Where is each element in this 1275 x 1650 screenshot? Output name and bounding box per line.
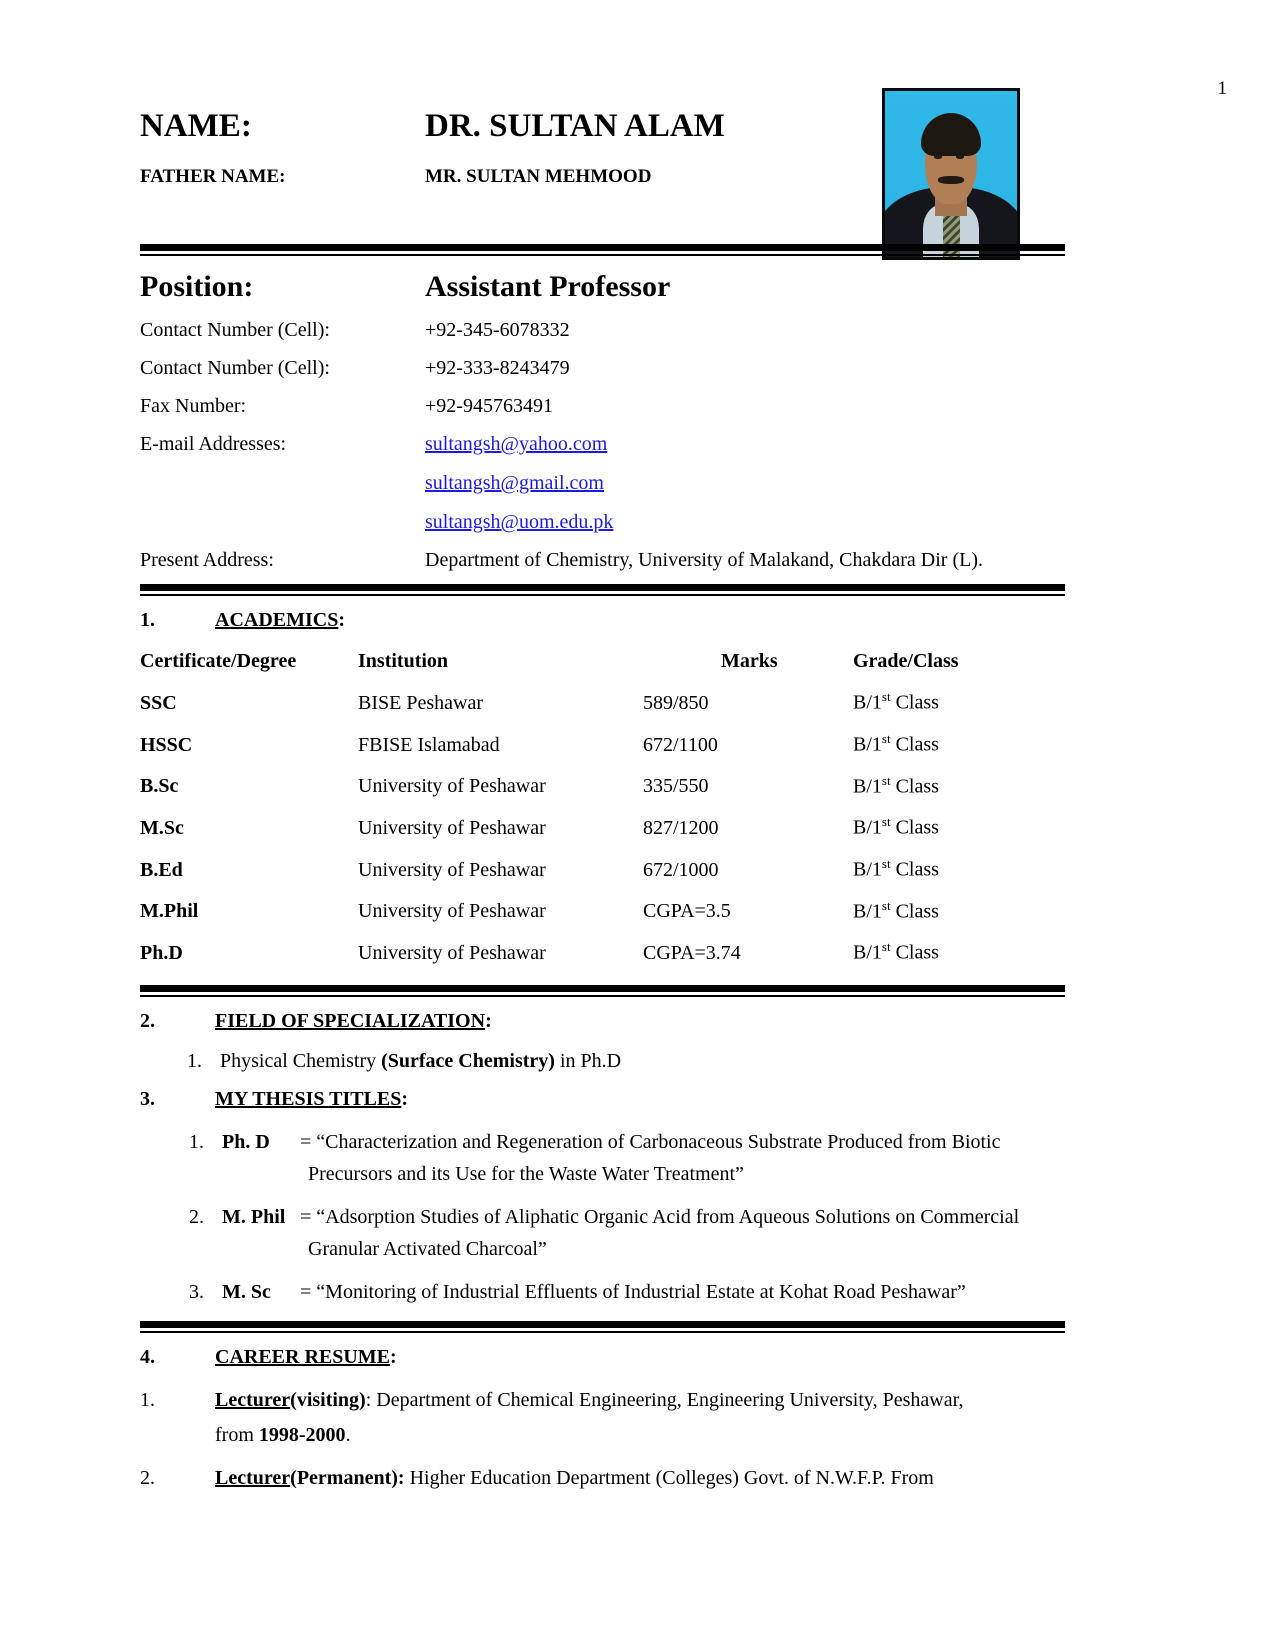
- thesis-degree: Ph. D: [222, 1131, 270, 1154]
- contact-value: +92-345-6078332: [425, 319, 570, 342]
- cell-marks: 589/850: [643, 691, 709, 714]
- grade-ordinal: st: [881, 814, 891, 830]
- thesis-continuation: Granular Activated Charcoal”: [308, 1238, 547, 1261]
- career-text: : Department of Chemical Engineering, Engineering University, Peshawar,: [365, 1389, 964, 1412]
- table-row: [140, 723, 1065, 765]
- cell-degree: HSSC: [140, 733, 193, 756]
- grade-ordinal: st: [881, 939, 891, 955]
- grade-suffix: Class: [890, 900, 939, 923]
- cell-grade: [853, 681, 1065, 723]
- contact-value: +92-333-8243479: [425, 357, 570, 380]
- career-role-paren: (Permanent):: [290, 1467, 405, 1490]
- section-colon: :: [401, 1088, 409, 1111]
- career-number: 2.: [140, 1467, 155, 1490]
- career-cont-pre: from: [215, 1424, 259, 1447]
- address-label: Present Address:: [140, 549, 274, 572]
- cell-marks: 335/550: [643, 775, 709, 798]
- section-heading-career: [140, 1346, 1065, 1369]
- position-value: Assistant Professor: [425, 270, 671, 304]
- section-number: 3.: [140, 1088, 155, 1111]
- cell-grade: [853, 806, 1065, 848]
- cell-institution: FBISE Islamabad: [358, 733, 500, 756]
- cell-institution: University of Peshawar: [358, 900, 546, 923]
- cell-institution: University of Peshawar: [358, 858, 546, 881]
- divider-1: [140, 244, 1065, 256]
- cell-grade: [853, 765, 1065, 807]
- grade-ordinal: st: [881, 689, 891, 705]
- career-years: 1998-2000: [258, 1424, 346, 1447]
- page-number: 1: [1217, 78, 1227, 99]
- cell-degree: B.Sc: [140, 775, 179, 798]
- cell-grade: [853, 890, 1065, 932]
- column-header-grade: [853, 642, 1065, 681]
- thesis-item: [180, 1127, 1065, 1157]
- section-title: [215, 1346, 397, 1369]
- grade-suffix: Class: [890, 775, 939, 798]
- grade-prefix: B/1: [853, 858, 882, 881]
- cell-marks: CGPA=3.74: [643, 941, 741, 964]
- position-label: Position:: [140, 270, 254, 304]
- section-title: [215, 1010, 492, 1033]
- grade-suffix: Class: [890, 691, 939, 714]
- table-row: [140, 890, 1065, 932]
- section-title: [215, 1088, 408, 1111]
- father-name-label: FATHER NAME:: [140, 166, 286, 188]
- career-cont-post: .: [345, 1424, 351, 1447]
- cell-marks: 672/1100: [643, 733, 718, 756]
- thesis-text: = “Monitoring of Industrial Effluents of Industrial Estate at Kohat Road Peshawar”: [300, 1281, 966, 1304]
- cell-degree: M.Phil: [140, 900, 199, 923]
- career-number: 1.: [140, 1389, 155, 1412]
- fax-label: Fax Number:: [140, 395, 247, 418]
- career-body: [215, 1463, 1065, 1494]
- career-text: Higher Education Department (Colleges) Govt. of N.W.F.P. From: [404, 1467, 934, 1490]
- divider-4: [140, 1321, 1065, 1333]
- grade-prefix: B/1: [853, 900, 882, 923]
- contact-label: Contact Number (Cell):: [140, 357, 330, 380]
- email-link-yahoo[interactable]: sultangsh@yahoo.com: [425, 433, 608, 456]
- grade-suffix: Class: [890, 941, 939, 964]
- section-title-text: MY THESIS TITLES: [215, 1088, 402, 1111]
- thesis-number: 3.: [189, 1281, 204, 1304]
- section-title-text: CAREER RESUME: [215, 1346, 391, 1369]
- name-row: [140, 0, 1065, 144]
- career-item: [140, 1463, 1065, 1494]
- thesis-continuation: Precursors and its Use for the Waste Water Treatment”: [308, 1163, 744, 1186]
- column-header-marks: [643, 642, 853, 681]
- section-number: 4.: [140, 1346, 155, 1369]
- section-colon: :: [338, 609, 346, 632]
- grade-ordinal: st: [881, 897, 891, 913]
- list-item: [180, 1047, 1065, 1075]
- father-name-value: MR. SULTAN MEHMOOD: [425, 166, 652, 188]
- email-link-gmail[interactable]: sultangsh@gmail.com: [425, 472, 604, 495]
- grade-ordinal: st: [881, 730, 891, 746]
- grade-suffix: Class: [890, 816, 939, 839]
- grade-ordinal: st: [881, 772, 891, 788]
- career-continuation: [215, 1424, 1065, 1447]
- cell-institution: University of Peshawar: [358, 941, 546, 964]
- contact-label: Contact Number (Cell):: [140, 319, 330, 342]
- cell-institution: University of Peshawar: [358, 816, 546, 839]
- father-name-row: [140, 144, 1065, 188]
- section-title-text: FIELD OF SPECIALIZATION: [215, 1009, 486, 1032]
- section-colon: :: [485, 1009, 492, 1032]
- grade-prefix: B/1: [853, 733, 882, 756]
- contact-row: [140, 357, 1065, 380]
- list-item-body: [220, 1047, 1065, 1075]
- grade-ordinal: st: [881, 855, 891, 871]
- position-row: [140, 270, 1065, 304]
- thesis-item: [180, 1277, 1065, 1307]
- contact-row: [140, 395, 1065, 418]
- section-colon: :: [390, 1346, 397, 1369]
- table-row: [140, 931, 1065, 973]
- name-value: DR. SULTAN ALAM: [425, 108, 725, 144]
- section-heading-academics: [140, 609, 1065, 632]
- name-label: NAME:: [140, 108, 252, 144]
- thesis-item: [180, 1202, 1065, 1232]
- contact-row: [140, 319, 1065, 342]
- spec-post: in Ph.D: [554, 1049, 622, 1072]
- career-role: Lecturer: [215, 1467, 291, 1490]
- table-row: [140, 806, 1065, 848]
- address-value: Department of Chemistry, University of Malakand, Chakdara Dir (L).: [425, 549, 983, 572]
- career-item: [140, 1385, 1065, 1416]
- thesis-number: 1.: [189, 1131, 204, 1154]
- grade-suffix: Class: [890, 858, 939, 881]
- cell-marks: 672/1000: [643, 858, 719, 881]
- cell-institution: University of Peshawar: [358, 775, 546, 798]
- divider-3: [140, 985, 1065, 997]
- academics-table: [140, 642, 1065, 973]
- career-role: Lecturer: [215, 1389, 291, 1412]
- thesis-degree: M. Sc: [222, 1281, 271, 1304]
- email-link-uom[interactable]: sultangsh@uom.edu.pk: [425, 511, 614, 534]
- table-row: [140, 765, 1065, 807]
- career-role-paren: (visiting): [290, 1389, 366, 1412]
- cell-degree: M.Sc: [140, 816, 184, 839]
- email-row: [140, 433, 1065, 456]
- column-header-marks-text: Marks: [721, 650, 778, 673]
- grade-suffix: Class: [890, 733, 939, 756]
- section-title-text: ACADEMICS: [215, 609, 339, 632]
- grade-prefix: B/1: [853, 691, 882, 714]
- table-row: [140, 848, 1065, 890]
- cell-institution: BISE Peshawar: [358, 691, 483, 714]
- career-body: [215, 1385, 1065, 1416]
- cell-degree: B.Ed: [140, 858, 183, 881]
- table-header-row: [140, 642, 1065, 681]
- cell-grade: [853, 931, 1065, 973]
- section-heading-specialization: [140, 1010, 1065, 1033]
- spec-pre: Physical Chemistry: [220, 1049, 382, 1072]
- column-header-grade-text: Grade/Class: [853, 650, 959, 673]
- thesis-degree: M. Phil: [222, 1206, 286, 1229]
- column-header-degree: Certificate/Degree: [140, 650, 297, 673]
- grade-prefix: B/1: [853, 816, 882, 839]
- thesis-text: = “Adsorption Studies of Aliphatic Organic Acid from Aqueous Solutions on Commercial: [300, 1206, 1020, 1229]
- grade-prefix: B/1: [853, 775, 882, 798]
- cell-marks: CGPA=3.5: [643, 900, 731, 923]
- grade-prefix: B/1: [853, 941, 882, 964]
- section-number: 1.: [140, 609, 155, 632]
- cell-grade: [853, 723, 1065, 765]
- cell-marks: 827/1200: [643, 816, 719, 839]
- table-row: [140, 681, 1065, 723]
- cell-grade: [853, 848, 1065, 890]
- thesis-text: = “Characterization and Regeneration of Carbonaceous Substrate Produced from Biotic: [300, 1131, 1001, 1154]
- email-label: E-mail Addresses:: [140, 433, 287, 456]
- document-content: [140, 0, 1065, 1494]
- thesis-number: 2.: [189, 1206, 204, 1229]
- cell-degree: SSC: [140, 691, 177, 714]
- list-item-number: 1.: [187, 1049, 202, 1072]
- section-heading-thesis: [140, 1088, 1065, 1111]
- divider-2: [140, 584, 1065, 596]
- address-row: [140, 549, 1065, 572]
- column-header-institution: Institution: [358, 650, 449, 673]
- cell-degree: Ph.D: [140, 941, 183, 964]
- section-number: 2.: [140, 1009, 155, 1032]
- section-title: [215, 609, 345, 632]
- fax-value: +92-945763491: [425, 395, 553, 418]
- spec-bold: (Surface Chemistry): [381, 1049, 555, 1072]
